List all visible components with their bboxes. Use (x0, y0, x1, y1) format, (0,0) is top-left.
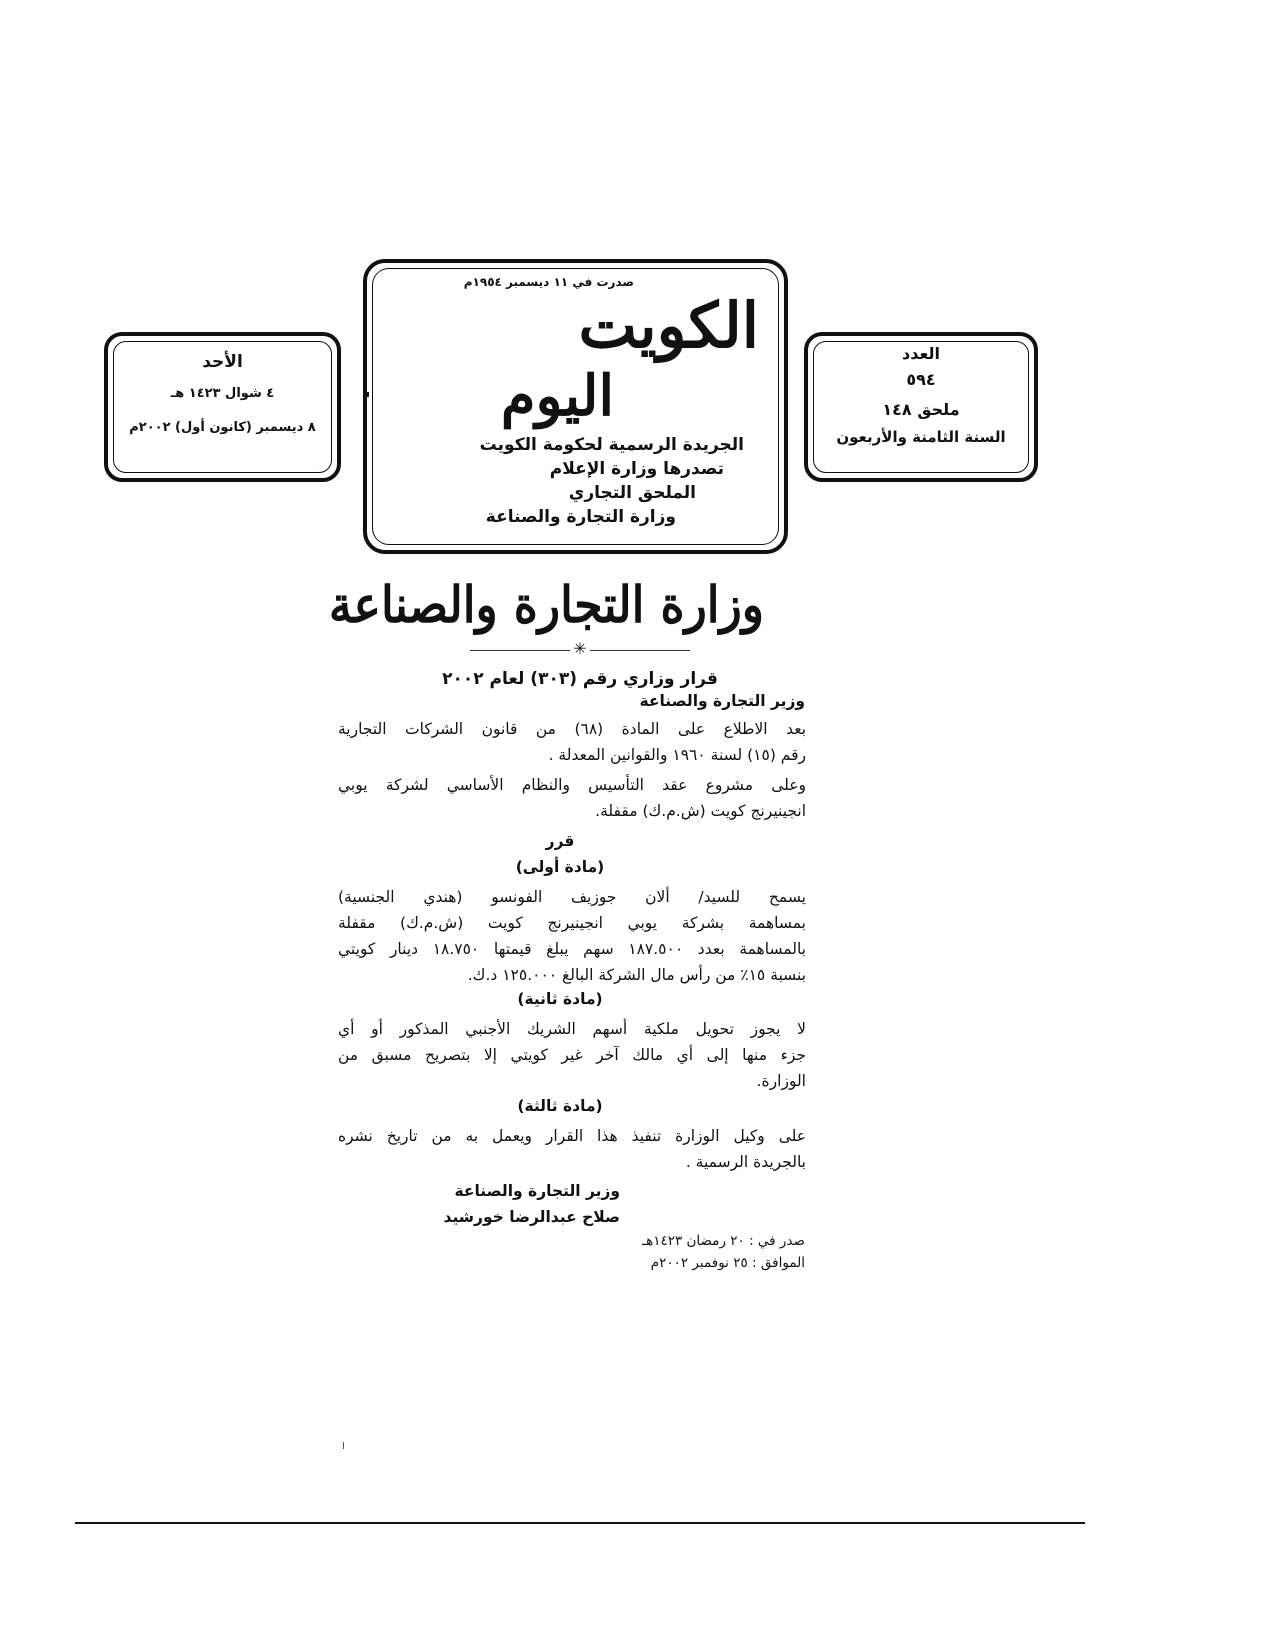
masthead-title-today: اليوم (500, 363, 614, 429)
article-2-line-1: لا يجوز تحويل ملكية أسهم الشريك الأجنبي المذكور أو أي (338, 1020, 806, 1038)
publication-year: السنة الثامنة والأربعون (836, 428, 1006, 446)
issue-box (804, 332, 1038, 482)
preamble-2-line-1: وعلى مشروع عقد التأسيس والنظام الأساسي لشركة يوبي (338, 776, 806, 794)
signature-title: وزير التجارة والصناعة (454, 1182, 620, 1200)
decree-issuer: وزير التجارة والصناعة (639, 692, 805, 710)
hijri-date: ٤ شوال ١٤٢٣ هـ (170, 386, 275, 401)
article-1-body (338, 884, 806, 988)
decree-title: قرار وزاري رقم (٣٠٣) لعام ٢٠٠٢ (442, 669, 718, 689)
supplement-number: ملحق ١٤٨ (882, 400, 960, 419)
article-1-line-3: بالمساهمة بعدد ١٨٧.٥٠٠ سهم يبلغ قيمتها ١٨.٧٥٠ دينار كويتي (338, 940, 806, 958)
masthead-subtitle-official-gazette: الجريدة الرسمية لحكومة الكويت (479, 435, 744, 455)
article-2-body (338, 1016, 806, 1094)
masthead-subtitle-ministry-info: تصدرها وزارة الإعلام (549, 459, 724, 479)
signature-name: صلاح عبدالرضا خورشيد (443, 1208, 620, 1226)
article-1-line-4: بنسبة ١٥٪ من رأس مال الشركة البالغ ١٢٥.٠٠٠ د.ك. (467, 966, 806, 984)
article-1-line-2: بمساهمة بشركة يوبي انجينيرنج كويت (ش.م.ك) مقفلة (338, 914, 806, 932)
divider-star-icon: ✳ (570, 639, 590, 658)
preamble-1-line-1: بعد الاطلاع على المادة (٦٨) من قانون الشركات التجارية (338, 720, 806, 738)
ministry-banner: وزارة التجارة والصناعة (328, 575, 764, 634)
masthead-subtitle-ministry-commerce: وزارة التجارة والصناعة (485, 507, 676, 527)
masthead-subtitle-commercial-supplement: الملحق التجاري (568, 483, 696, 503)
print-speck (366, 392, 369, 397)
issue-label: العدد (902, 344, 940, 363)
article-2-line-2: جزء منها إلى أي مالك آخر غير كويتي إلا بتصريح مسبق من (338, 1046, 806, 1064)
print-speck-2 (343, 1442, 344, 1449)
founded-date: صدرت في ١١ ديسمبر ١٩٥٤م (463, 275, 634, 289)
article-2-line-3: الوزارة. (756, 1072, 806, 1090)
preamble-1 (338, 716, 806, 768)
article-2-title: (مادة ثانية) (517, 990, 603, 1008)
article-3-title: (مادة ثالثة) (517, 1097, 603, 1115)
article-1-title: (مادة أولى) (515, 858, 605, 876)
issued-gregorian-date: الموافق : ٢٥ نوفمبر ٢٠٠٢م (650, 1255, 805, 1271)
article-3-line-2: بالجريدة الرسمية . (685, 1153, 806, 1171)
footer-rule (75, 1522, 1085, 1524)
preamble-2-line-2: انجينيرنج كويت (ش.م.ك) مقفلة. (595, 802, 806, 820)
gregorian-date: ٨ ديسمبر (كانون أول) ٢٠٠٢م (129, 420, 316, 435)
masthead-title-kuwait: الكويت (578, 289, 759, 362)
article-3-line-1: على وكيل الوزارة تنفيذ هذا القرار ويعمل به من تاريخ نشره (338, 1127, 806, 1145)
preamble-2 (338, 772, 806, 824)
date-box (104, 332, 341, 482)
article-3-body (338, 1123, 806, 1175)
decided-heading: قرر (545, 832, 575, 850)
issue-number: ٥٩٤ (906, 370, 936, 389)
day-name: الأحد (202, 352, 243, 372)
preamble-1-line-2: رقم (١٥) لسنة ١٩٦٠ والقوانين المعدلة . (548, 746, 806, 764)
article-1-line-1: يسمح للسيد/ ألان جوزيف الفونسو (هندي الجنسية) (338, 888, 806, 906)
issued-hijri-date: صدر في : ٢٠ رمضان ١٤٢٣هـ (642, 1233, 805, 1249)
masthead (363, 259, 788, 554)
